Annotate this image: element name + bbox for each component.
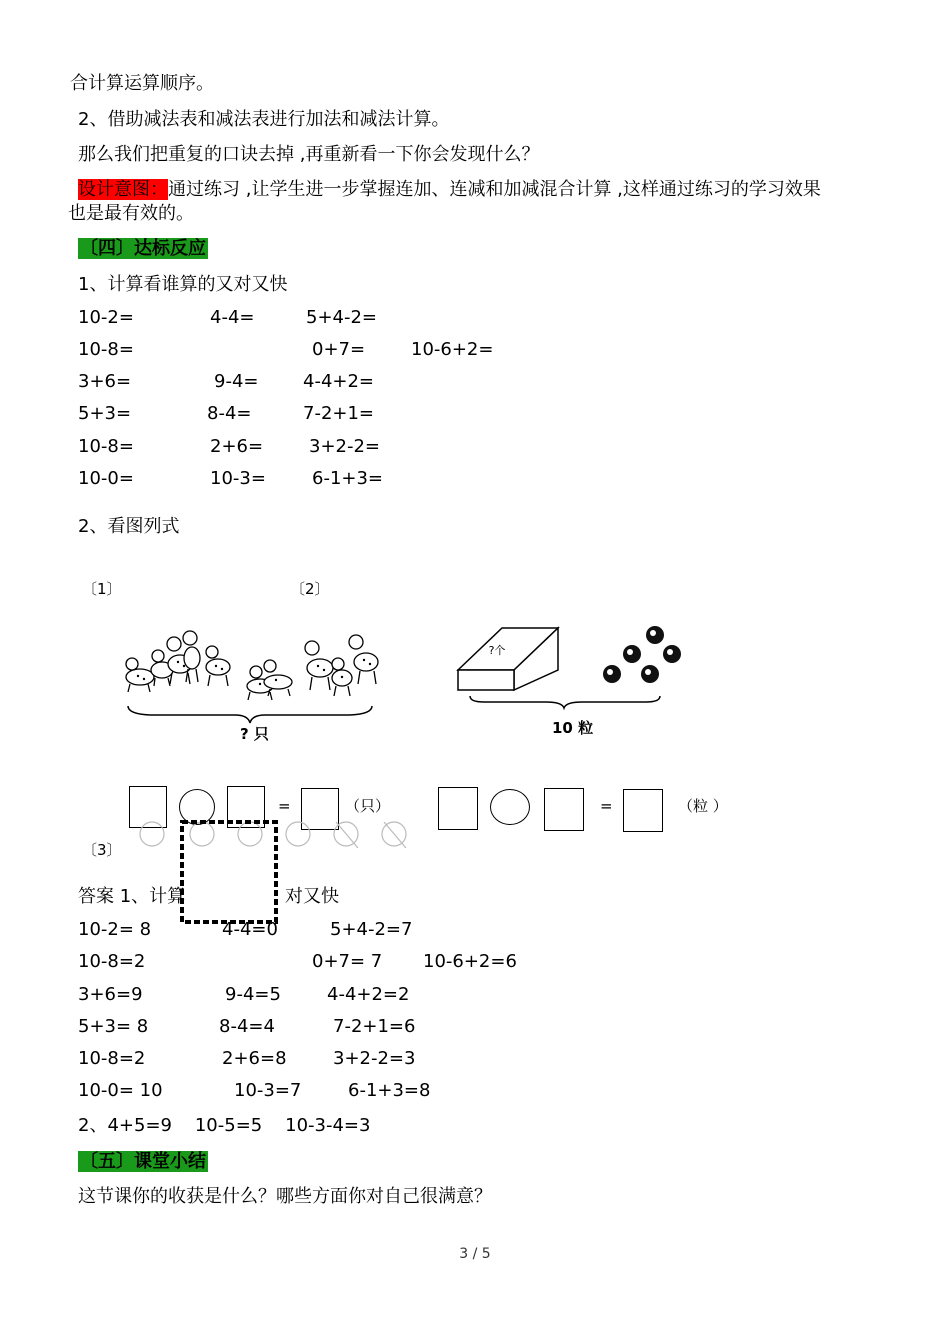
section5-text: 这节课你的收获是什么？哪些方面你对自己很满意？ [78,1186,492,1207]
intro-line-3: 那么我们把重复的口诀去掉 ,再重新看一下你会发现什么？ [78,144,540,165]
answer-r1-c3: 5+4-2=7 [330,919,413,940]
answer-r5-c1: 10-8=2 [78,1048,146,1069]
exercise-r1-c1: 10-2= [78,307,134,328]
design-intent-label: 设计意图： [78,179,168,200]
brace-icon [128,706,372,723]
fig3-label: 〔3〕 [82,841,122,859]
circle-icon [238,822,262,846]
exercise-r5-c3: 3+2-2= [309,436,381,457]
intro-line-2: 2、借助减法表和减法表进行加法和减法计算。 [78,109,450,130]
brace-icon [470,696,660,708]
circles-illustration [136,818,416,928]
answer-r4-c1: 5+3= 8 [78,1016,149,1037]
circle-icon [190,822,214,846]
section5-title: 〔五〕课堂小结 [80,1151,206,1172]
answer-r3-c1: 3+6=9 [78,984,143,1005]
answer-r5-c3: 3+2-2=3 [333,1048,416,1069]
exercise-r3-c3: 4-4+2= [303,371,375,392]
exercise-r4-c3: 7-2+1= [303,403,375,424]
answer-r3-c2: 9-4=5 [225,984,281,1005]
operator-circle-2[interactable] [490,789,530,825]
deer-icon [206,646,230,686]
exercise-r2-c3: 10-6+2= [411,339,494,360]
answer-box-6[interactable] [623,789,663,832]
deer-icon [183,631,200,682]
fig2-caption: 10 粒 [552,719,594,737]
exercise-r4-c1: 5+3= [78,403,132,424]
exercise-r2-c2: 0+7= [312,339,366,360]
answer-box-4[interactable] [438,787,478,830]
section4-heading [78,237,208,261]
design-intent [78,178,821,202]
q1-title: 1、计算看谁算的又对又快 [78,274,288,295]
answer-r2-c1: 10-8=2 [78,951,146,972]
exercise-r1-c3: 5+4-2= [306,307,378,328]
answer-r2-c2: 0+7= 7 [312,951,383,972]
answer-r2-c3: 10-6+2=6 [423,951,517,972]
answer-r4-c2: 8-4=4 [219,1016,275,1037]
answer-r3-c3: 4-4+2=2 [327,984,410,1005]
bead-icons [603,626,681,683]
exercise-r6-c3: 6-1+3= [312,468,384,489]
answer-r5-c2: 2+6=8 [222,1048,287,1069]
answers-title-a: 答案 1、计算 [78,886,186,907]
answer-r1-c2: 4-4=0 [222,919,278,940]
answers-q2: 2、4+5=9 10-5=5 10-3-4=3 [78,1115,371,1136]
answer-box-5[interactable] [544,788,584,831]
exercise-r6-c2: 10-3= [210,468,266,489]
exercise-r3-c1: 3+6= [78,371,132,392]
page-number: 3 / 5 [459,1246,491,1262]
fig1-label: 〔1〕 [82,580,122,598]
answer-r6-c3: 6-1+3=8 [348,1080,431,1101]
design-intent-cont: 也是最有效的。 [68,203,194,224]
deer-icon [126,658,154,692]
exercise-r2-c1: 10-8= [78,339,134,360]
answer-r1-c1: 10-2= 8 [78,919,152,940]
exercise-r4-c2: 8-4= [207,403,252,424]
exercise-r5-c1: 10-8= [78,436,134,457]
exercise-r1-c2: 4-4= [210,307,255,328]
equals-sign: = [278,797,291,815]
exercise-r3-c2: 9-4= [214,371,259,392]
section5-heading [78,1150,208,1174]
box-icon [458,628,558,690]
answer-r6-c1: 10-0= 10 [78,1080,163,1101]
answer-r6-c2: 10-3=7 [234,1080,302,1101]
circle-icon [140,822,164,846]
unit-label-1: （只） [345,797,391,815]
exercise-r5-c2: 2+6= [210,436,264,457]
section4-title: 〔四〕达标反应 [80,238,206,259]
fig2-label: 〔2〕 [290,580,330,598]
fig1-caption: ? 只 [240,725,269,743]
design-intent-text: 通过练习 ,让学生进一步掌握连加、连减和加减混合计算 ,这样通过练习的学习效果 [168,179,821,200]
box-label: ?个 [488,644,506,657]
q2-title: 2、看图列式 [78,516,180,537]
unit-label-2: （粒 ） [678,797,728,815]
answer-r4-c3: 7-2+1=6 [333,1016,416,1037]
answers-title-b: 对又快 [285,886,339,907]
circle-icon [286,822,310,846]
intro-line-1: 合计算运算顺序。 [70,73,214,94]
exercise-r6-c1: 10-0= [78,468,134,489]
equals-sign-2: = [600,797,613,815]
